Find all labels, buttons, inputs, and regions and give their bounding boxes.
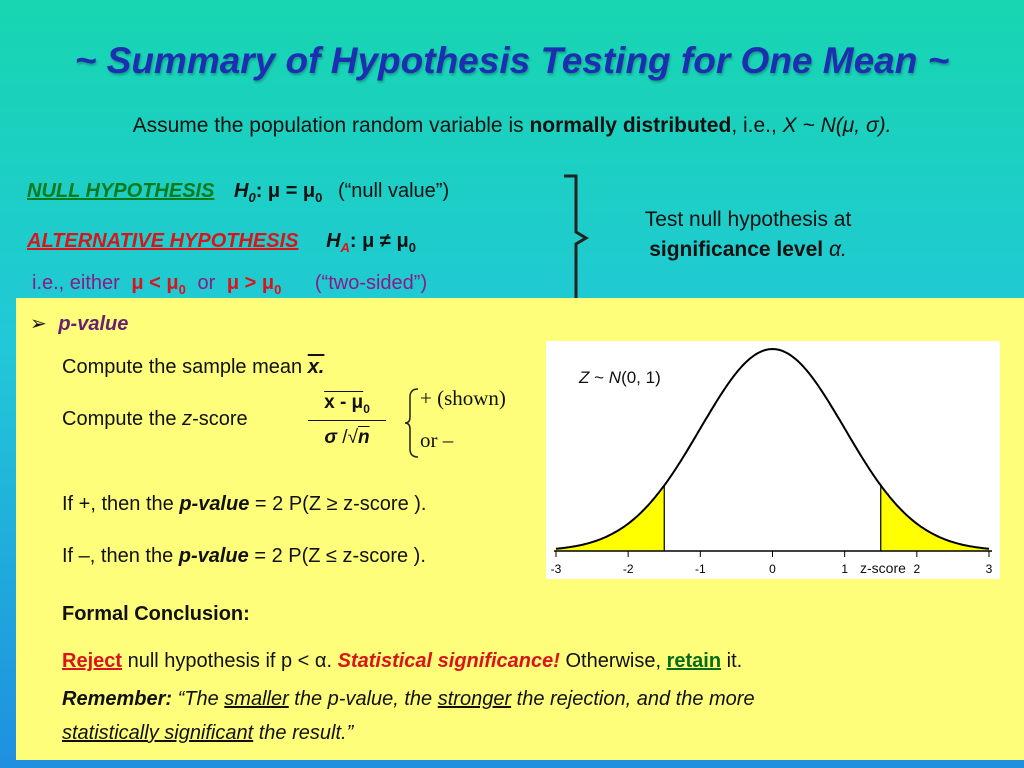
right-tail-region	[881, 485, 989, 551]
z-denominator: σ /√n	[324, 426, 370, 448]
alt-either-line	[32, 272, 427, 297]
sign-brace	[404, 387, 420, 459]
alt-note: (“two-sided”)	[314, 272, 428, 294]
tick-label: -2	[622, 562, 634, 576]
remember-line: Remember: “The smaller the p-value, the stronger the rejection, and the more	[62, 688, 755, 710]
tick-label: 0	[769, 562, 776, 576]
remember-line-2: statistically significant the result.”	[62, 722, 354, 744]
assume-expr: X ~ N(μ, σ).	[782, 114, 892, 137]
tick-label: -1	[694, 562, 706, 576]
if-minus-line: If –, then the p-value = 2 P(Z ≤ z-score ).	[62, 545, 426, 567]
test-line2: significance level α.	[649, 238, 847, 261]
xbar: x.	[307, 356, 325, 378]
alt-or: or	[197, 272, 216, 294]
null-hypothesis-line	[27, 180, 449, 205]
tick-label: 2	[913, 562, 921, 576]
if-plus-line: If +, then the p-value = 2 P(Z ≥ z-score ).	[62, 493, 427, 515]
alt-lt: $\mu < \mu_0$	[131, 272, 186, 297]
test-line1: Test null hypothesis at	[644, 208, 852, 231]
alt-either: i.e., either	[32, 272, 126, 294]
z-formula	[308, 392, 386, 449]
alt-gt: $\mu > \mu_0$	[226, 272, 282, 297]
sign-minus: or –	[420, 428, 454, 452]
sign-plus: + (shown)	[420, 386, 506, 410]
test-note	[608, 208, 888, 262]
alt-label: ALTERNATIVE HYPOTHESIS	[27, 230, 299, 252]
null-expr: : $\mu = \mu_0$	[255, 180, 323, 205]
alt-h: $H_A$	[326, 230, 350, 255]
hypothesis-brace	[560, 172, 600, 304]
assumption-line	[0, 114, 1024, 138]
distribution-label: Z ~ N(0, 1)	[579, 368, 661, 387]
alt-hypothesis-line	[27, 230, 416, 255]
tick-label: 1	[841, 562, 849, 576]
conclusion-heading: Formal Conclusion:	[62, 603, 250, 625]
tick-label: -3	[550, 562, 562, 576]
pvalue-heading: p-value	[58, 313, 129, 335]
tick-label: 3	[985, 562, 993, 576]
assume-text: Assume the population random variable is	[132, 114, 530, 137]
slide-title: ~ Summary of Hypothesis Testing for One Mean ~	[74, 40, 950, 81]
assume-bold: normally distributed	[529, 114, 732, 137]
compute-z-line: Compute the z-score	[62, 408, 248, 430]
bullet-arrow-icon: ➢	[30, 313, 47, 335]
alt-expr: : $\mu \ne \mu_0$	[349, 230, 416, 255]
null-h: $H_0$	[234, 180, 256, 205]
conclusion-line: Reject null hypothesis if p < α. Statistical significance! Otherwise, retain it.	[62, 650, 743, 672]
null-note: (“null value”)	[337, 180, 450, 202]
assume-post: , i.e.,	[731, 114, 783, 137]
z-numerator: x - $\mu_0$	[308, 392, 386, 421]
compute-mean-line: Compute the sample mean x.	[62, 356, 325, 378]
null-label: NULL HYPOTHESIS	[27, 180, 215, 202]
pvalue-heading-line	[30, 311, 128, 336]
zscore-label: z-score	[860, 560, 906, 576]
left-tail-region	[556, 485, 664, 551]
normal-curve-figure	[546, 341, 1000, 579]
